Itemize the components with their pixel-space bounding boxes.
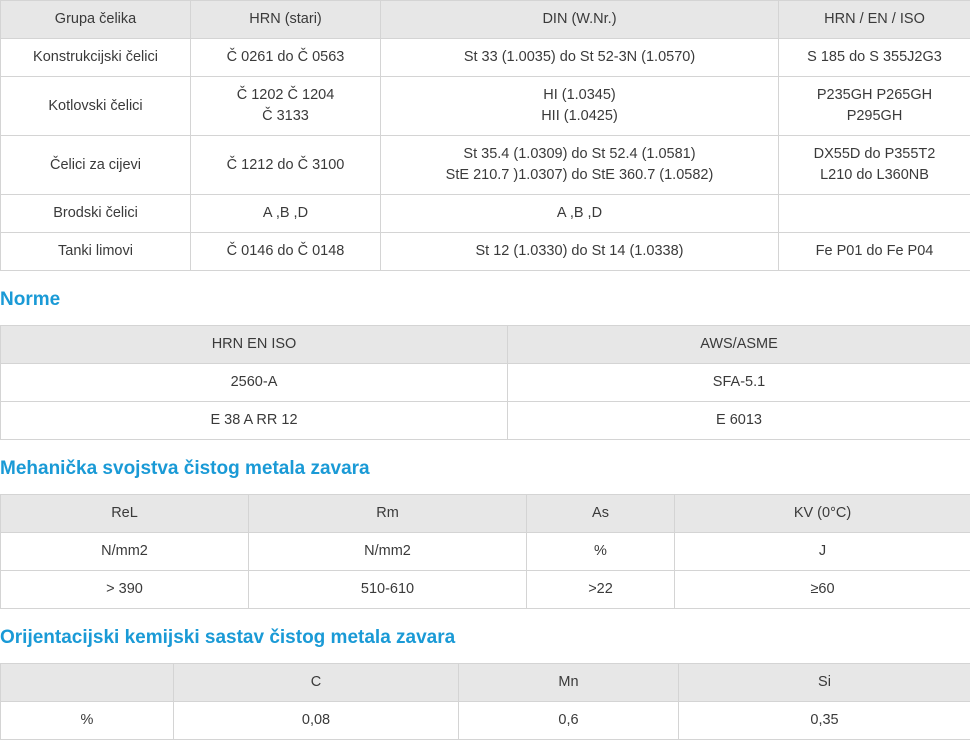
column-header-hrn-stari: HRN (stari): [191, 1, 381, 39]
cell-din: [381, 136, 779, 195]
column-header-mn: Mn: [459, 664, 679, 702]
section-title-norme: Norme: [0, 289, 61, 311]
column-header-hrn-en-iso: HRN / EN / ISO: [779, 1, 970, 39]
cell-group: Konstrukcijski čelici: [1, 39, 191, 77]
cell-unit-percent: %: [1, 702, 174, 740]
cell-group: Brodski čelici: [1, 195, 191, 233]
cell-unit-as: %: [527, 533, 675, 571]
column-header-hrn-en-iso: HRN EN ISO: [1, 326, 508, 364]
mechanical-properties-table: [0, 494, 970, 609]
cell-din: A ,B ,D: [381, 195, 779, 233]
chemical-composition-table-body: [1, 702, 970, 740]
cell-unit-rm: N/mm2: [249, 533, 527, 571]
mechanical-properties-table-head: [1, 495, 970, 533]
chemical-composition-table: [0, 663, 970, 740]
steel-grades-table-body: [1, 39, 970, 271]
cell-value-si: 0,35: [679, 702, 970, 740]
cell-hrn-en-iso: S 185 do S 355J2G3: [779, 39, 970, 77]
cell-unit-kv: J: [675, 533, 970, 571]
cell-norm-hrn: 2560-A: [1, 364, 508, 402]
cell-din: [381, 77, 779, 136]
cell-line: DX55D do P355T2: [813, 146, 936, 163]
cell-line: L210 do L360NB: [820, 167, 929, 184]
cell-hrn-en-iso: Fe P01 do Fe P04: [779, 233, 970, 271]
cell-line: P295GH: [846, 108, 903, 125]
norms-table: [0, 325, 970, 440]
table-row: [1, 364, 970, 402]
steel-grades-table-head: [1, 1, 970, 39]
cell-hrn-en-iso-empty: [779, 195, 970, 233]
table-row: [1, 39, 970, 77]
cell-line: Č 1202 Č 1204: [236, 87, 335, 104]
cell-unit-rel: N/mm2: [1, 533, 249, 571]
cell-group: Kotlovski čelici: [1, 77, 191, 136]
table-row: [1, 136, 970, 195]
cell-value-kv: ≥60: [675, 571, 970, 609]
table-header-row: [1, 495, 970, 533]
cell-hrn-old: [191, 77, 381, 136]
column-header-as: As: [527, 495, 675, 533]
table-row: [1, 702, 970, 740]
section-title-mechanical: Mehanička svojstva čistog metala zavara: [0, 458, 370, 480]
table-row: [1, 402, 970, 440]
cell-group: Čelici za cijevi: [1, 136, 191, 195]
cell-din: St 33 (1.0035) do St 52-3N (1.0570): [381, 39, 779, 77]
cell-hrn-old: Č 0146 do Č 0148: [191, 233, 381, 271]
cell-line: StE 210.7 )1.0307) do StE 360.7 (1.0582): [445, 167, 714, 184]
column-header-grupa-celika: Grupa čelika: [1, 1, 191, 39]
mechanical-properties-table-body: [1, 533, 970, 609]
column-header-si: Si: [679, 664, 970, 702]
cell-hrn-old: Č 1212 do Č 3100: [191, 136, 381, 195]
table-header-row: [1, 664, 970, 702]
table-header-row: [1, 326, 970, 364]
cell-hrn-en-iso: [779, 136, 970, 195]
cell-line: P235GH P265GH: [816, 87, 933, 104]
cell-line: Č 3133: [262, 108, 309, 125]
cell-line: HII (1.0425): [541, 108, 618, 125]
column-header-din: DIN (W.Nr.): [381, 1, 779, 39]
cell-group: Tanki limovi: [1, 233, 191, 271]
cell-hrn-old: A ,B ,D: [191, 195, 381, 233]
cell-din: St 12 (1.0330) do St 14 (1.0338): [381, 233, 779, 271]
column-header-c: C: [174, 664, 459, 702]
table-row: [1, 233, 970, 271]
cell-value-c: 0,08: [174, 702, 459, 740]
cell-value-as: >22: [527, 571, 675, 609]
cell-value-rel: > 390: [1, 571, 249, 609]
cell-line: St 35.4 (1.0309) do St 52.4 (1.0581): [463, 146, 696, 163]
cell-norm-aws: SFA-5.1: [508, 364, 970, 402]
steel-grades-table: [0, 0, 970, 271]
chemical-composition-table-head: [1, 664, 970, 702]
cell-value-rm: 510-610: [249, 571, 527, 609]
cell-norm-hrn: E 38 A RR 12: [1, 402, 508, 440]
norms-table-head: [1, 326, 970, 364]
column-header-rel: ReL: [1, 495, 249, 533]
norms-table-body: [1, 364, 970, 440]
cell-value-mn: 0,6: [459, 702, 679, 740]
section-title-chemical: Orijentacijski kemijski sastav čistog metala zavara: [0, 627, 456, 649]
cell-line: HI (1.0345): [543, 87, 616, 104]
column-header-blank: [1, 664, 174, 702]
column-header-kv: KV (0°C): [675, 495, 970, 533]
column-header-rm: Rm: [249, 495, 527, 533]
table-row-units: [1, 533, 970, 571]
cell-hrn-en-iso: [779, 77, 970, 136]
table-row-values: [1, 571, 970, 609]
cell-norm-aws: E 6013: [508, 402, 970, 440]
table-header-row: [1, 1, 970, 39]
table-row: [1, 195, 970, 233]
table-row: [1, 77, 970, 136]
cell-hrn-old: Č 0261 do Č 0563: [191, 39, 381, 77]
column-header-aws-asme: AWS/ASME: [508, 326, 970, 364]
